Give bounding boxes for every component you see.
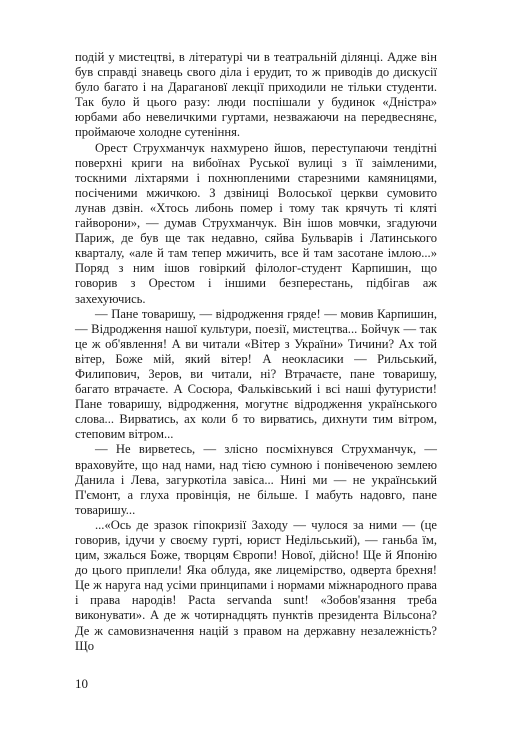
page-number: 10 <box>75 676 88 691</box>
paragraph-orest-walking: Орест Струхманчук нахмурено йшов, переступаючи тендітні поверхні криги на вибоїнах Руської вулиці з її заімленими, тоскними ліхтарями і похнюпленими старезними камяницями, посіченими мжичкою. З дзвіниці Волоської церкви сумовито лунав дзвін. «Хтось либонь помер і тому так крячуть ті кляті гайворони», — думав Струхманчук. Він ішов мовчки, згадуючи Париж, де був ще так недавно, сяйва Бульварів і Латинського кварталу, «але й там тепер мжичить, все й там засотане імлою...» Поряд з ним ішов говіркий філолог-студент Карпишин, що говорив з Орестом і іншими безперестань, підбігав аж захехуючись. <box>75 140 437 306</box>
paragraph-karpyshyn-speech: — Пане товаришу, — відродження гряде! — мовив Карпишин, — Відродження нашої культури, поезії, мистецтва... Бойчук — так це ж об'явлення! А ви читали «Вітер з України» Тичини? Ах той вітер, Боже мій, який вітер! А неокласики — Рильський, Филипович, Зеров, ви читали, ні? Втрачаєте, пане товаришу, багато втрачаєте. А Сосюра, Фальківський і всі наші футуристи! Пане товаришу, відродження, могутнє відродження українського слова... Вирватись, ах коли б то вирватись, дихнути тим вітром, степовим вітром... <box>75 306 437 442</box>
paragraph-nedilsky-speech: ...«Ось де зразок гіпокризії Заходу — чулося за ними — (це говорив, ідучи у своєму гурті, юрист Недільський), — ганьба їм, цим, зжалься Боже, творцям Європи! Нової, дійсно! Ще й Японію до цього приплели! Яка облуда, яке лицемірство, одверта брехня! Це ж наруга над усіми принципами і нормами міжнародного права і права народів! Pacta servanda sunt! «Зобов'язання треба виконувати». А де ж чотирнадцять пунктів президента Вільсона? Де ж самовизначення націй з правом на державну незалежність? Що <box>75 517 437 653</box>
paragraph-strukhmanchuk-reply: — Не вирветесь, — злісно посміхнувся Струхманчук, — враховуйте, що над нами, над тією сумною і понівеченою землею Данила і Лева, загуркотіла завіса... Нині ми — не український П'ємонт, а глуха провінція, не більше. І мабуть надовго, пане товаришу... <box>75 442 437 517</box>
book-page <box>75 50 437 654</box>
paragraph-continued: подій у мистецтві, в літературі чи в театральній ділянці. Адже він був справді знавець свого діла і ерудит, то ж приводів до дискусії було багато і на Дарагановї лекції приходили не тільки студенти. Так було й цього разу: люди поспішали у будинок «Дністра» юрбами або невеличкими гуртами, незважаючи на передвеснянє, проймаюче холодне сутеніння. <box>75 50 437 140</box>
